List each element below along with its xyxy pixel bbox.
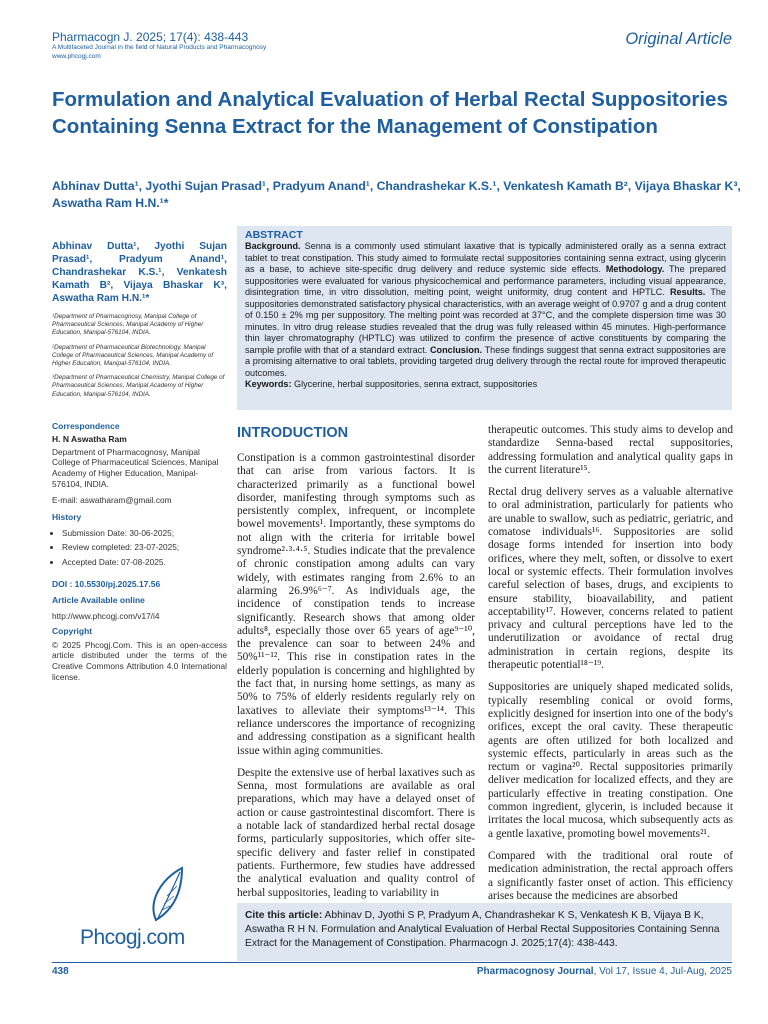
copyright-text: © 2025 Phcogj.Com. This is an open-access article distributed under the terms of the Creative Commons Attribution 4.0 International license. [52, 639, 227, 682]
abstract-conclusion-label: Conclusion. [429, 344, 483, 355]
keywords-label: Keywords: [245, 379, 292, 389]
article-type: Original Article [625, 30, 732, 48]
copyright-heading: Copyright [52, 625, 93, 636]
introduction-heading: INTRODUCTION [237, 425, 349, 441]
history-heading: History [52, 511, 82, 522]
body-column-1 [237, 452, 475, 909]
abstract-background-label: Background. [245, 241, 301, 251]
correspondence-name: H. N Aswatha Ram [52, 433, 127, 444]
online-url[interactable]: http://www.phcogj.com/v17/i4 [52, 611, 160, 622]
footer-divider [52, 962, 732, 963]
sidebar [52, 240, 227, 682]
footer-issue: , Vol 17, Issue 4, Jul-Aug, 2025 [593, 966, 732, 977]
affiliation-1: ¹Department of Pharmacognosy, Manipal College of Pharmaceutical Sciences, Manipal Academy of Higher Education, Manipal-576104, INDIA. [52, 313, 204, 337]
footer-journal-name: Pharmacognosy Journal [476, 966, 594, 977]
abstract-conclusion: These findings suggest that senna extract suppositories are a promising alternative to oral tablets, providing targeted drug delivery through the rectal route for improved therapeutic outcomes. [245, 344, 726, 378]
citation-text [245, 909, 726, 951]
history-review: • Review completed: 23-07-2025; [62, 540, 227, 555]
keywords: Glycerine, herbal suppositories, senna extract, suppositories [291, 379, 538, 389]
paragraph: Rectal drug delivery serves as a valuable alternative to oral administration, particularly for patients who are unable to swallow, such as pediatric, geriatric, and comatose individuals¹⁶. Suppositories are solid dosage forms intended for insertion into body orifices, where they melt, soften, or dissolve to exert local or systemic effects. Their formulation involves careful selection of bases, drugs, and excipients to ensure stability, bioavailability, and patient acceptability¹⁷. However, concerns related to patient privacy and cultural perceptions have led to the underutilization or avoidance of rectal drug administration in certain regions, despite its therapeutic potential¹⁸⁻¹⁹. [488, 486, 733, 672]
history-list [52, 526, 227, 570]
paragraph: Despite the extensive use of herbal laxatives such as Senna, most formulations are available as oral preparations, which may have a delayed onset of action or cause gastrointestinal discomfort. There is a notable lack of standardized herbal rectal dosage forms, particularly suppositories, which offer site-specific delivery and faster relief in constipated patients. Furthermore, few studies have addressed the analytical evaluation and quality control of herbal suppositories, leading to variability in [237, 766, 475, 899]
sidebar-authors: Abhinav Dutta¹, Jyothi Sujan Prasad¹, Pradyum Anand¹, Chandrashekar K.S.¹, Venkatesh Kamath B², Vijaya Bhaskar K³, Aswatha Ram H.N.¹* [52, 241, 227, 304]
history-accepted: • Accepted Date: 07-08-2025. [62, 555, 227, 570]
doi[interactable]: DOI : 10.5530/pj.2025.17.56 [52, 579, 161, 590]
journal-url[interactable]: www.phcogj.com [52, 53, 101, 60]
abstract-results-label: Results. [669, 287, 706, 297]
citation-box [237, 903, 732, 961]
citation-body: Abhinav D, Jyothi S P, Pradyum A, Chandrashekar K S, Venkatesh K B, Vijaya B K, Aswatha R H N. Formulation and Analytical Evaluation of Herbal Rectal Suppositories Containing Senna Extract for the Management of Constipation. Pharmacogn J. 2025;17(4): 438-443. [245, 910, 720, 949]
affiliation-3: ³Department of Pharmaceutical Chemistry, Manipal College of Pharmaceutical Sciences, Manipal Academy of Higher Education, Manipal-576104, INDIA. [52, 374, 225, 398]
abstract-box [237, 226, 732, 410]
history-submission: • Submission Date: 30-06-2025; [62, 526, 227, 541]
abstract-background: Senna is a commonly used stimulant laxative that is typically administered orally as a senna extract tablet to treat constipation. This study aimed to formulate rectal suppositories containing senna extract, using glycerin as a base, to achieve site-specific drug delivery and reduce systemic side effects. [245, 241, 726, 274]
abstract-methodology-label: Methodology. [605, 264, 665, 274]
citation-label: Cite this article: [245, 910, 323, 921]
online-heading: Article Available online [52, 595, 145, 606]
abstract-results: The suppositories demonstrated satisfactory physical characteristics, with an average weight of 0.9707 g and a drug content of 0.150 ± 2% mg per suppository. The melting point was recorded at 37°C, and the complete dispersion time was 30 minutes. In vitro drug release studies revealed that the drug was fully released within 45 minutes. High-performance thin layer chromatography (HPTLC) was utilized to confirm the presence of active constituents by comparing the sample profile with that of a standard extract. [245, 287, 726, 355]
page-number: 438 [52, 966, 69, 977]
paper-title: Formulation and Analytical Evaluation of Herbal Rectal Suppositories Containing Senna Extract for the Management of Constipation [52, 88, 728, 138]
logo-wordmark: Phcogj.com [80, 926, 185, 949]
abstract-body [245, 241, 726, 391]
paragraph: Compared with the traditional oral route of medication administration, the rectal approach offers a significantly faster onset of action. This efficiency arises because the medicines are absorbed [488, 849, 733, 902]
correspondence-heading: Correspondence [52, 420, 120, 431]
correspondence-address: Department of Pharmacognosy, Manipal College of Pharmaceutical Sciences, Manipal Academy of Higher Education, Manipal-576104, INDIA. [52, 446, 219, 489]
paragraph: Constipation is a common gastrointestinal disorder that can arise from various factors. It is characterized primarily as a functional bowel disorder, manifesting through symptoms such as persistently complex, infrequent, or incomplete bowel movements¹. Importantly, these symptoms do not align with the criteria for irritable bowel syndrome²·³·⁴·⁵. Studies indicate that the prevalence of chronic constipation among adults can vary widely, with estimates ranging from 2.6% to an alarming 26.9%⁶⁻⁷. As individuals age, the incidence of constipation tends to increase significantly. Research shows that among older adults⁸, especially those over 65 years of age⁹⁻¹⁰, the prevalence can soar to between 24% and 50%¹¹⁻¹². This rise in constipation rates in the elderly population is concerning and highlighted by the fact that, in nursing home settings, as many as 50% to 75% of elderly residents regularly rely on laxatives to alleviate their symptoms¹³⁻¹⁴. This reliance underscores the importance of recognizing and addressing constipation as a significant health issue within aging communities. [237, 452, 475, 757]
journal-subtitle: A Multifaceted Journal in the field of Natural Products and Pharmacognosy [52, 44, 267, 51]
paragraph: therapeutic outcomes. This study aims to develop and standardize Senna-based rectal suppositories, addressing formulation and analytical quality gaps in the current literature¹⁵. [488, 424, 733, 476]
footer-journal [477, 966, 732, 977]
affiliation-2: ²Department of Pharmaceutical Biotechnology, Manipal College of Pharmaceutical Sciences, Manipal Academy of Higher Education, Manipal-576104, INDIA. [52, 343, 214, 368]
journal-reference: Pharmacogn J. 2025; 17(4): 438-443 [52, 30, 249, 44]
body-column-2 [488, 424, 733, 912]
abstract-methodology: The prepared suppositories were evaluated for various physicochemical and performance parameters, including visual appearance, disintegration time, in vitro dissolution, melting point, weight uniformity, drug content and HPTLC. [245, 264, 726, 297]
correspondence-email[interactable]: E-mail: aswatharam@gmail.com [52, 495, 172, 506]
paragraph: Suppositories are uniquely shaped medicated solids, typically resembling conical or ovoid forms, explicitly designed for insertion into one of the body's orifices, except the oral cavity. These therapeutic agents are often utilized for both localized and systemic effects, particularly in areas such as the rectum or vagina²⁰. Rectal suppositories primarily deliver medication for localized effects, and they are particularly effective in treating constipation. One common ingredient, glycerin, is included because it irritates the local mucosa, which subsequently acts as a gentle laxative, promoting bowel movements²¹. [488, 681, 733, 840]
abstract-heading: ABSTRACT [245, 229, 303, 241]
author-list: Abhinav Dutta¹, Jyothi Sujan Prasad¹, Pradyum Anand¹, Chandrashekar K.S.¹, Venkatesh Kamath B², Vijaya Bhaskar K³, Aswatha Ram H.N.¹* [52, 179, 741, 210]
